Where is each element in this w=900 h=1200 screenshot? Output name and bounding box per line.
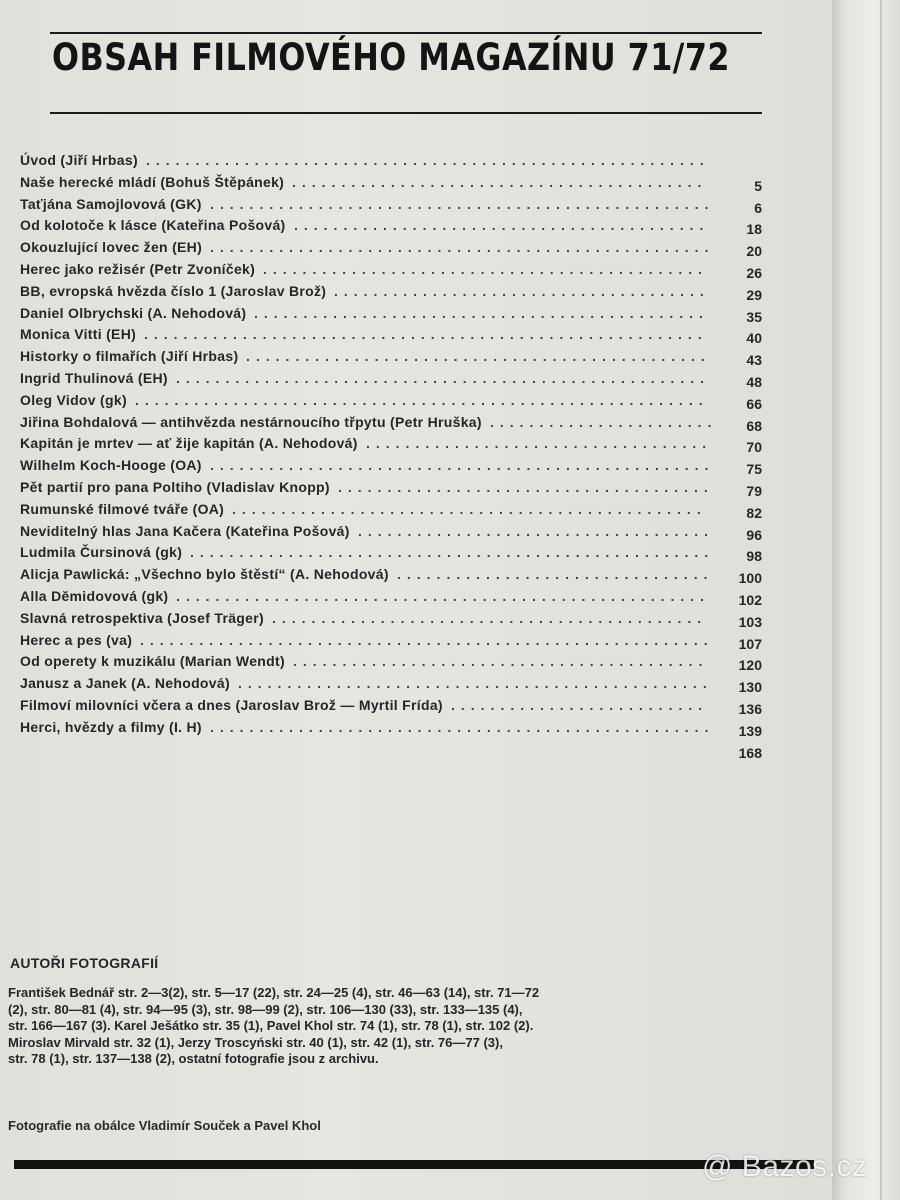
toc-entry-title: Okouzlující lovec žen (EH) [20, 239, 203, 256]
toc-entry-title: Herci, hvězdy a filmy (I. H) [20, 718, 202, 735]
toc-leader-dots: .......................... [451, 696, 709, 713]
authors-heading: AUTOŘI FOTOGRAFIÍ [10, 955, 159, 971]
authors-text [8, 985, 768, 1068]
toc-leader-dots: ................................................... [210, 718, 715, 735]
toc-leader-dots: ................................................... [210, 239, 715, 256]
page-edge-line [880, 0, 882, 1200]
toc-entry-title: Slavná retrospektiva (Josef Träger) [20, 609, 264, 626]
toc-entry [20, 215, 768, 237]
toc-entry-page: 40 [746, 330, 762, 347]
toc-entry-page: 18 [746, 221, 762, 238]
toc-entry [20, 521, 768, 543]
toc-entry-page: 96 [746, 526, 762, 543]
toc-leader-dots: ................................... [366, 435, 713, 452]
toc-entry [20, 608, 768, 630]
toc-leader-dots: ...................................................... [176, 369, 711, 386]
toc-entry-title: Naše herecké mládí (Bohuš Štěpánek) [20, 173, 285, 190]
toc-entry [20, 717, 768, 739]
toc-entry-title: Herec jako režisér (Petr Zvoníček) [20, 260, 256, 277]
toc-entry-page: 20 [746, 243, 762, 260]
toc-entry [20, 172, 768, 194]
toc-leader-dots: .......................................... [293, 653, 709, 670]
page-edge [832, 0, 900, 1200]
toc-entry-title: Kapitán je mrtev — ať žije kapitán (A. Nehodová) [20, 435, 358, 452]
toc-entry-page: 102 [738, 591, 762, 608]
toc-entry [20, 433, 768, 455]
toc-entry [20, 194, 768, 216]
title-rule [50, 112, 762, 114]
toc-entry-page: 68 [746, 417, 762, 434]
toc-entry-title: Oleg Vidov (gk) [20, 391, 127, 408]
toc-leader-dots: ......................................................... [144, 326, 708, 343]
toc-leader-dots: ................................................ [238, 675, 713, 692]
toc-entry-page: 168 [738, 744, 762, 761]
toc-entry-title: Od kolotoče k lásce (Kateřina Pošová) [20, 217, 286, 234]
toc-entry-title: Neviditelný hlas Jana Kačera (Kateřina Pošová) [20, 522, 350, 539]
toc-entry-title: Herec a pes (va) [20, 631, 133, 648]
toc-leader-dots: ............................................ [272, 609, 708, 626]
toc-entry-title: Taťjána Samojlovová (GK) [20, 195, 202, 212]
toc-entry-title: Historky o filmařích (Jiří Hrbas) [20, 348, 239, 365]
toc-entry [20, 281, 768, 303]
toc-entry-page: 100 [738, 570, 762, 587]
toc-entry-page: 136 [738, 700, 762, 717]
toc-leader-dots: .......................................... [294, 217, 710, 234]
top-rule [50, 32, 762, 34]
toc-leader-dots: ................................................... [210, 195, 715, 212]
toc-entry-page: 120 [738, 657, 762, 674]
toc-entry [20, 455, 768, 477]
toc-entry-title: Pět partií pro pana Poltiho (Vladislav Knopp) [20, 478, 330, 495]
toc-entry [20, 739, 768, 761]
toc-entry-title: BB, evropská hvězda číslo 1 (Jaroslav Brož) [20, 282, 327, 299]
bottom-rule [14, 1160, 814, 1169]
toc-leader-dots: ................................................ [232, 500, 707, 517]
toc-entry-page: 35 [746, 308, 762, 325]
toc-entry-title: Alicja Pawlická: „Všechno bylo štěstí“ (A. Nehodová) [20, 566, 389, 583]
toc-leader-dots: ................................ [397, 566, 714, 583]
toc-leader-dots: ............................................... [246, 348, 711, 365]
toc-leader-dots: ..................................................... [190, 544, 715, 561]
toc-leader-dots: ...................................... [338, 478, 714, 495]
toc-entry [20, 259, 768, 281]
toc-entry-page: 66 [746, 395, 762, 412]
toc-leader-dots: ......................................................... [146, 152, 710, 168]
toc-entry [20, 303, 768, 325]
toc-entry-title: Jiřina Bohdalová — antihvězda nestárnoucího třpytu (Petr Hruška) [20, 413, 482, 430]
toc-entry-page: 82 [746, 504, 762, 521]
toc-entry [20, 630, 768, 652]
toc-entry-title: Úvod (Jiří Hrbas) [20, 152, 138, 168]
toc-entry [20, 586, 768, 608]
toc-entry-page: 98 [746, 548, 762, 565]
toc-entry [20, 368, 768, 390]
toc-entry-page: 6 [754, 199, 762, 216]
toc-entry [20, 564, 768, 586]
toc-entry-title: Wilhelm Koch-Hooge (OA) [20, 457, 202, 474]
toc-leader-dots: .......................................... [292, 173, 708, 190]
toc-entry [20, 499, 768, 521]
table-of-contents [20, 150, 768, 760]
toc-entry [20, 346, 768, 368]
toc-entry-title: Monica Vitti (EH) [20, 326, 137, 343]
toc-entry-title: Alla Dĕmidovová (gk) [20, 587, 169, 604]
toc-entry-page: 70 [746, 439, 762, 456]
toc-entry [20, 695, 768, 717]
toc-entry [20, 542, 768, 564]
toc-entry [20, 324, 768, 346]
authors-line: (2), str. 80—81 (4), str. 94—95 (3), str. 98—99 (2), str. 106—130 (33), str. 133—135 (4), [8, 1001, 523, 1017]
toc-leader-dots: ....................... [490, 413, 718, 430]
toc-entry-page: 130 [738, 679, 762, 696]
toc-entry-page: 5 [754, 177, 762, 194]
page-title: OBSAH FILMOVÉHO MAGAZÍNU 71/72 [52, 36, 730, 79]
toc-leader-dots: .............................................. [254, 304, 709, 321]
toc-entry [20, 477, 768, 499]
toc-entry-page: 75 [746, 461, 762, 478]
toc-leader-dots: ............................................. [263, 260, 709, 277]
toc-leader-dots: .......................................................... [135, 391, 709, 408]
authors-line: František Bednář str. 2—3(2), str. 5—17 (22), str. 24—25 (4), str. 46—63 (14), str. 71—72 [8, 985, 540, 1000]
authors-line: Miroslav Mirvald str. 32 (1), Jerzy Troscyński str. 40 (1), str. 42 (1), str. 76—77 (3), [8, 1034, 503, 1050]
toc-entry-page: 103 [738, 613, 762, 630]
toc-entry-page: 48 [746, 373, 762, 390]
watermark: @ Bazos.cz [702, 1150, 868, 1183]
toc-leader-dots: .................................... [358, 522, 715, 539]
toc-entry [20, 651, 768, 673]
toc-entry [20, 237, 768, 259]
toc-entry [20, 390, 768, 412]
toc-entry-title: Ingrid Thulinová (EH) [20, 369, 168, 386]
toc-entry-title: Rumunské filmové tváře (OA) [20, 500, 225, 517]
authors-line: str. 78 (1), str. 137—138 (2), ostatní fotografie jsou z archivu. [8, 1051, 379, 1066]
toc-leader-dots: ...................................... [334, 282, 710, 299]
authors-line: str. 166—167 (3). Karel Ješátko str. 35 (1), Pavel Khol str. 74 (1), str. 78 (1), str. 102 (2). [8, 1018, 534, 1033]
cover-credit: Fotografie na obálce Vladimír Souček a Pavel Khol [8, 1118, 321, 1133]
toc-entry-title: Janusz a Janek (A. Nehodová) [20, 675, 230, 692]
toc-entry-page: 139 [738, 722, 762, 739]
toc-entry [20, 150, 768, 172]
toc-entry-page: 26 [746, 264, 762, 281]
toc-entry-page: 79 [746, 482, 762, 499]
toc-entry-page: 29 [746, 286, 762, 303]
toc-entry [20, 673, 768, 695]
toc-leader-dots: ...................................................... [176, 587, 711, 604]
toc-entry-page: 43 [746, 352, 762, 369]
toc-entry-page: 107 [738, 635, 762, 652]
toc-entry [20, 412, 768, 434]
toc-entry-title: Daniel Olbrychski (A. Nehodová) [20, 304, 247, 321]
toc-entry-title: Ludmila Čursinová (gk) [20, 544, 183, 561]
toc-leader-dots: .......................................................... [140, 631, 714, 648]
toc-entry-title: Od operety k muzikálu (Marian Wendt) [20, 653, 285, 670]
toc-leader-dots: ................................................... [210, 457, 715, 474]
toc-entry-title: Filmoví milovníci včera a dnes (Jaroslav Brož — Myrtil Frída) [20, 696, 443, 713]
